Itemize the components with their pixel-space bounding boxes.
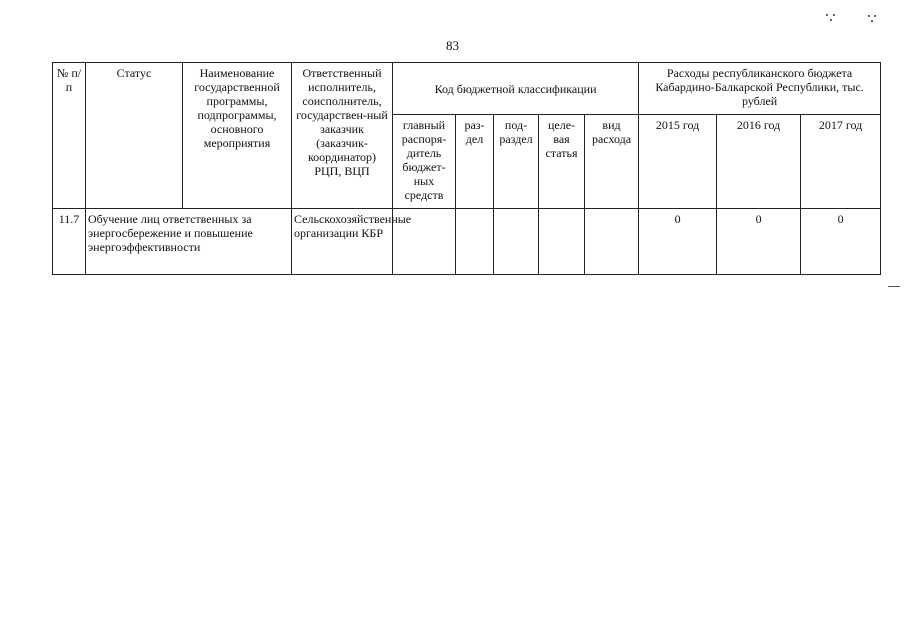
header-year-2016: 2016 год <box>717 115 801 209</box>
scan-speck <box>871 20 873 22</box>
cell-expense-type <box>585 209 639 275</box>
cell-responsible: Сельскохозяйственные организации КБР <box>292 209 393 275</box>
scan-speck <box>830 19 832 21</box>
scan-edge-mark <box>888 286 900 287</box>
header-expense-type: вид расхода <box>585 115 639 209</box>
cell-target-article <box>539 209 585 275</box>
table-row <box>53 209 881 275</box>
header-name: Наименование государственной программы, подпрограммы, основного мероприятия <box>183 63 292 209</box>
cell-subsection <box>494 209 539 275</box>
header-expenses: Расходы республиканского бюджета Кабардино-Балкарской Республики, тыс. рублей <box>639 63 881 115</box>
header-responsible: Ответственный исполнитель, соисполнитель, государствен-ный заказчик (заказчик-координатор) РЦП, ВЦП <box>292 63 393 209</box>
cell-section <box>456 209 494 275</box>
header-status: Статус <box>86 63 183 209</box>
header-main-manager: главный распоря-дитель бюджет-ных средств <box>393 115 456 209</box>
header-subsection: под-раздел <box>494 115 539 209</box>
header-num: № п/п <box>53 63 86 209</box>
budget-table <box>52 62 881 275</box>
header-year-2015: 2015 год <box>639 115 717 209</box>
cell-status: Обучение лиц ответственных за энергосбережение и повышение энергоэффективности <box>86 209 292 275</box>
cell-y2016: 0 <box>717 209 801 275</box>
header-budget-code: Код бюджетной классификации <box>393 63 639 115</box>
scan-speck <box>868 15 870 17</box>
header-year-2017: 2017 год <box>801 115 881 209</box>
header-section: раз-дел <box>456 115 494 209</box>
cell-num: 11.7 <box>53 209 86 275</box>
cell-y2015: 0 <box>639 209 717 275</box>
scan-speck <box>874 15 876 17</box>
cell-y2017: 0 <box>801 209 881 275</box>
scan-speck <box>833 14 835 16</box>
page-number: 83 <box>446 38 459 53</box>
scan-speck <box>826 14 828 16</box>
header-row-top <box>53 63 881 115</box>
header-target-article: целе-вая статья <box>539 115 585 209</box>
